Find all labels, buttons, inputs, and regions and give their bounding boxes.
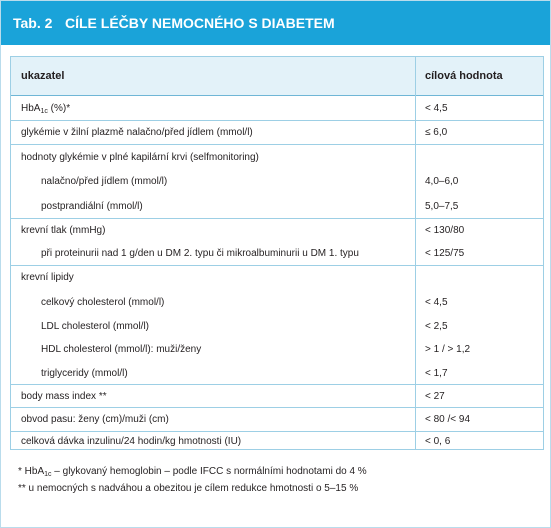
row-divider: [11, 407, 543, 408]
row-label: krevní tlak (mmHg): [21, 225, 106, 236]
column-header-target: cílová hodnota: [425, 70, 503, 82]
row-label: triglyceridy (mmol/l): [41, 368, 128, 379]
row-divider: [11, 384, 543, 385]
row-label: celkový cholesterol (mmol/l): [41, 297, 165, 308]
column-header-indicator: ukazatel: [21, 70, 65, 82]
title-bar: [1, 1, 550, 45]
row-label: celková dávka inzulinu/24 hodin/kg hmotnosti (IU): [21, 436, 242, 447]
row-divider: [11, 120, 543, 121]
column-divider: [415, 57, 416, 449]
row-label: glykémie v žilní plazmě nalačno/před jídlem (mmol/l): [21, 127, 253, 138]
footnote-hba1c: * HbA$_{1c}$ – glykovaný hemoglobin – podle IFCC s normálními hodnotami do 4 %: [18, 466, 367, 478]
row-value: < 130/80: [425, 225, 465, 236]
row-value: < 27: [425, 391, 445, 402]
row-label: body mass index **: [21, 391, 107, 402]
row-label: HbA$_{1c}$ (%)*: [21, 103, 71, 115]
row-divider: [11, 265, 543, 266]
row-label: hodnoty glykémie v plné kapilární krvi (selfmonitoring): [21, 152, 259, 163]
row-value: < 80 /< 94: [425, 414, 471, 425]
row-value: < 4,5: [425, 297, 448, 308]
table-number: Tab. 2: [13, 15, 53, 31]
row-divider: [11, 218, 543, 219]
row-value: < 4,5: [425, 103, 448, 114]
row-divider: [11, 144, 543, 145]
row-value: 4,0–6,0: [425, 176, 459, 187]
row-label: LDL cholesterol (mmol/l): [41, 321, 149, 332]
footnote-bmi: ** u nemocných s nadváhou a obezitou je cílem redukce hmotnosti o 5–15 %: [18, 483, 359, 494]
row-value: < 2,5: [425, 321, 448, 332]
table-title: CÍLE LÉČBY NEMOCNÉHO S DIABETEM: [65, 15, 335, 31]
data-table: [10, 56, 544, 450]
row-divider: [11, 431, 543, 432]
row-label: krevní lipidy: [21, 272, 74, 283]
row-value: < 1,7: [425, 368, 448, 379]
row-label: HDL cholesterol (mmol/l): muži/ženy: [41, 344, 202, 355]
table-header-row: [11, 57, 543, 96]
row-value: < 0, 6: [425, 436, 451, 447]
row-label: obvod pasu: ženy (cm)/muži (cm): [21, 414, 169, 425]
row-value: < 125/75: [425, 248, 465, 259]
row-label: postprandiální (mmol/l): [41, 201, 143, 212]
row-value: 5,0–7,5: [425, 201, 459, 212]
row-value: > 1 / > 1,2: [425, 344, 471, 355]
row-label: nalačno/před jídlem (mmol/l): [41, 176, 168, 187]
row-label: při proteinurii nad 1 g/den u DM 2. typu či mikroalbuminurii u DM 1. typu: [41, 248, 359, 259]
row-value: ≤ 6,0: [425, 127, 448, 138]
